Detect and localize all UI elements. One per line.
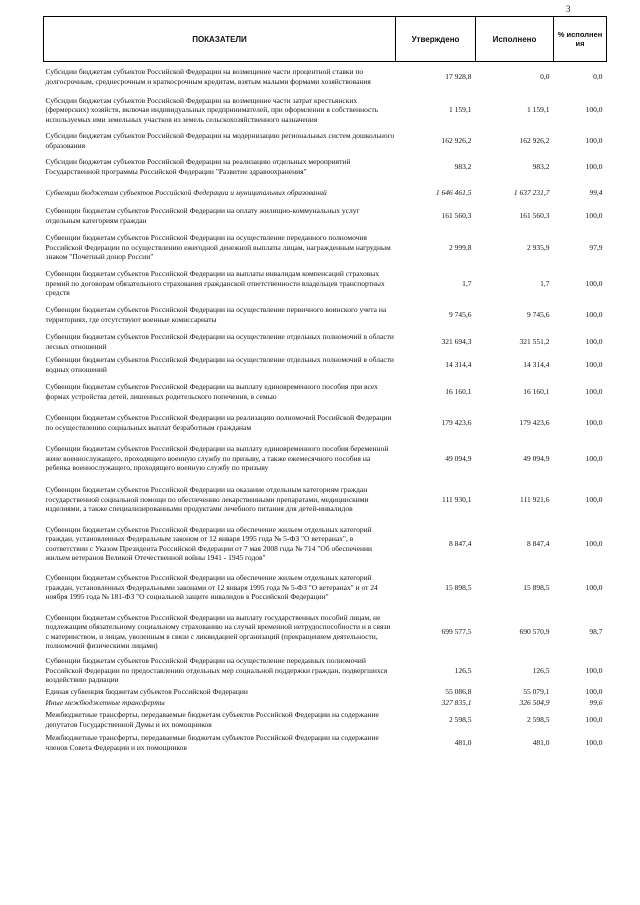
- row-label: Субвенции бюджетам субъектов Российской Федерации на осуществление отдельных полномочий в области водных отношений: [45, 355, 394, 374]
- row-executed: 481,0: [532, 737, 550, 747]
- row-label: Субвенции бюджетам субъектов Российской Федерации на обеспечение жильем отдельных категорий граждан, установленных Федеральными законами от 12 января 1995 года № 5-ФЗ "О ветеранах" и от 24 ноября 1995 года № 181-ФЗ "О социальной защите инвалидов в Российской Федерации": [45, 573, 378, 602]
- table-row: [44, 608, 607, 655]
- row-approved: 111 930,1: [442, 494, 472, 504]
- row-label: Субсидии бюджетам субъектов Российской Федерации на реализацию отдельных мероприятий Государственной программы Российской Федерации "Развитие здравоохранения": [45, 157, 351, 176]
- row-percent: 100,0: [585, 161, 603, 171]
- row-approved: 15 898,5: [445, 582, 472, 592]
- row-label: Субвенции бюджетам субъектов Российской Федерации на обеспечение жильем отдельных категорий граждан, установленных Федеральным законом от 12 января 1995 года № 5-ФЗ "О ветеранах", в соответствии с Указом Президента Российской Федерации от 7 мая 2008 года № 714 "Об обеспечении жильем ветеранов Великой Отечественной войны 1941 - 1945 годов": [45, 524, 373, 562]
- row-executed: 14 314,4: [523, 359, 550, 369]
- row-label: Субвенции бюджетам субъектов Российской Федерации на выплату единовременного пособия беременной жене военнослужащего, проходящего военную службу по призыву, а также ежемесячного пособия на ребенка военнослужащего, проходящего военную службу по призыву: [45, 444, 389, 473]
- budget-table: [43, 16, 607, 754]
- row-percent: 100,0: [585, 336, 603, 346]
- table-row: [44, 152, 607, 181]
- table-row: [44, 697, 607, 708]
- row-executed: 8 847,4: [527, 538, 550, 548]
- table-row: [44, 376, 607, 407]
- row-approved: 327 835,1: [441, 697, 472, 707]
- table-row: [44, 655, 607, 686]
- row-label: Субвенции бюджетам субъектов Российской Федерации на осуществление переданного полномочия Российской Федерации по осуществлению ежегодной денежной выплаты лицам, награжденным нагрудным знаком "Почетный донор России": [45, 233, 391, 262]
- row-percent: 98,7: [589, 626, 603, 636]
- row-label: Субвенции бюджетам субъектов Российской Федерации на осуществление отдельных полномочий в области лесных отношений: [45, 332, 394, 351]
- header-approved: Утверждено: [396, 17, 476, 62]
- table-row: [44, 129, 607, 152]
- row-executed: 690 570,9: [519, 626, 550, 636]
- row-percent: 100,0: [585, 494, 603, 504]
- table-row: [44, 91, 607, 129]
- row-approved: 481,0: [454, 737, 472, 747]
- row-executed: 1,7: [540, 278, 550, 288]
- row-percent: 99,6: [589, 697, 603, 707]
- table-row: [44, 204, 607, 227]
- table-row: [44, 62, 607, 92]
- row-approved: 14 314,4: [445, 359, 472, 369]
- row-approved: 321 694,3: [441, 336, 472, 346]
- table-row: [44, 268, 607, 299]
- row-approved: 17 928,8: [445, 71, 472, 81]
- row-label: Субвенции бюджетам субъектов Российской Федерации на осуществление переданных полномочий Российской Федерации по предоставлению отдельных мер социальной поддержки граждан, подвергшихся воздействию радиации: [45, 656, 388, 685]
- row-percent: 99,4: [589, 187, 603, 197]
- row-approved: 983,2: [454, 161, 472, 171]
- row-approved: 49 094,9: [445, 453, 472, 463]
- table-row: [44, 438, 607, 479]
- row-executed: 179 423,6: [519, 417, 550, 427]
- row-percent: 100,0: [585, 714, 603, 724]
- row-approved: 55 086,8: [445, 686, 472, 696]
- row-executed: 2 935,9: [527, 242, 550, 252]
- row-label: Субвенции бюджетам субъектов Российской Федерации и муниципальных образований: [45, 187, 327, 197]
- row-executed: 162 926,2: [519, 135, 550, 145]
- row-percent: 100,0: [585, 737, 603, 747]
- row-percent: 100,0: [585, 665, 603, 675]
- row-percent: 100,0: [585, 278, 603, 288]
- table-row: [44, 227, 607, 268]
- row-label: Субвенции бюджетам субъектов Российской Федерации на выплату государственных пособий лицам, не подлежащим обязательному социальному страхованию на случай временной нетрудоспособности и в связи с материнством, и лицам, уволенным в связи с ликвидацией организаций (прекращением деятельности, полномочий физическими лицами): [45, 612, 391, 650]
- row-executed: 1 637 231,7: [513, 187, 550, 197]
- row-label: Субвенции бюджетам субъектов Российской Федерации на выплату единовременного пособия при всех формах устройства детей, лишенных родительского попечения, в семью: [45, 382, 378, 401]
- row-label: Субсидии бюджетам субъектов Российской Федерации на возмещение части затрат крестьянских (фермерских) хозяйств, включая индивидуальных предпринимателей, при оформлении в собственность используемых ими земельных участков из земель сельскохозяйственного назначения: [45, 95, 379, 124]
- header-indicator: ПОКАЗАТЕЛИ: [44, 17, 396, 62]
- table-row: [44, 686, 607, 697]
- table-row: [44, 407, 607, 438]
- table-row: [44, 567, 607, 608]
- row-percent: 100,0: [585, 453, 603, 463]
- row-label: Субсидии бюджетам субъектов Российской Федерации на возмещение части процентной ставки по долгосрочным, среднесрочным и краткосрочным кредитам, взятым малыми формами хозяйствования: [45, 67, 371, 86]
- table-row: [44, 330, 607, 353]
- row-percent: 100,0: [585, 386, 603, 396]
- row-label: Межбюджетные трансферты, передаваемые бюджетам субъектов Российской Федерации на содержание депутатов Государственной Думы и их помощников: [45, 710, 379, 729]
- row-executed: 55 079,1: [523, 686, 550, 696]
- row-label: Субвенции бюджетам субъектов Российской Федерации на оказание отдельным категориям граждан государственной социальной помощи по обеспечению лекарственными препаратами, медицинскими изделиями, а также специализированными продуктами лечебного питания для детей-инвалидов: [45, 485, 369, 514]
- row-percent: 100,0: [585, 135, 603, 145]
- row-percent: 100,0: [585, 210, 603, 220]
- row-executed: 16 160,1: [523, 386, 550, 396]
- row-percent: 100,0: [585, 582, 603, 592]
- row-label: Межбюджетные трансферты, передаваемые бюджетам субъектов Российской Федерации на содержание членов Совета Федерации и их помощников: [45, 733, 379, 752]
- row-executed: 983,2: [532, 161, 550, 171]
- table-row: [44, 353, 607, 376]
- row-label: Субсидии бюджетам субъектов Российской Федерации на модернизацию региональных систем дошкольного образования: [45, 131, 395, 150]
- row-label: Субвенции бюджетам субъектов Российской Федерации на реализацию полномочий Российской Федерации по осуществлению социальных выплат безработным гражданам: [45, 413, 392, 432]
- table-row: [44, 181, 607, 204]
- row-approved: 161 560,3: [441, 210, 472, 220]
- row-percent: 0,0: [593, 71, 603, 81]
- header-percent: % исполнен ия: [554, 17, 607, 62]
- row-approved: 1 159,1: [449, 105, 472, 115]
- row-executed: 321 551,2: [519, 336, 550, 346]
- row-executed: 161 560,3: [519, 210, 550, 220]
- table-row: [44, 479, 607, 520]
- row-approved: 1,7: [462, 278, 472, 288]
- row-executed: 111 921,6: [520, 494, 550, 504]
- row-label: Субвенции бюджетам субъектов Российской Федерации на оплату жилищно-коммунальных услуг отдельным категориям граждан: [45, 206, 360, 225]
- row-label: Субвенции бюджетам субъектов Российской Федерации на осуществление первичного воинского учета на территориях, где отсутствуют военные комиссариаты: [45, 305, 387, 324]
- row-approved: 9 745,6: [449, 309, 472, 319]
- row-approved: 2 999,8: [449, 242, 472, 252]
- row-executed: 49 094,9: [523, 453, 550, 463]
- row-executed: 9 745,6: [527, 309, 550, 319]
- row-executed: 1 159,1: [527, 105, 550, 115]
- row-percent: 100,0: [585, 105, 603, 115]
- row-label: Единая субвенция бюджетам субъектов Российской Федерации: [45, 686, 248, 696]
- table-row: [44, 520, 607, 567]
- row-label: Субвенции бюджетам субъектов Российской Федерации на выплаты инвалидам компенсаций страховых премий по договорам обязательного страхования гражданской ответственности владельцев транспортных средств: [45, 269, 385, 298]
- table-row: [44, 708, 607, 731]
- table-row: [44, 299, 607, 330]
- table-header-row: [44, 17, 607, 62]
- row-approved: 16 160,1: [445, 386, 472, 396]
- row-approved: 699 577,5: [441, 626, 472, 636]
- row-approved: 2 598,5: [449, 714, 472, 724]
- row-label: Иные межбюджетные трансферты: [45, 697, 165, 707]
- row-percent: 97,9: [589, 242, 603, 252]
- row-executed: 2 598,5: [527, 714, 550, 724]
- row-percent: 100,0: [585, 309, 603, 319]
- row-approved: 8 847,4: [449, 538, 472, 548]
- row-approved: 126,5: [454, 665, 472, 675]
- row-executed: 0,0: [540, 71, 550, 81]
- row-percent: 100,0: [585, 686, 603, 696]
- header-executed: Исполнено: [476, 17, 554, 62]
- page-number: 3: [566, 4, 571, 14]
- row-percent: 100,0: [585, 538, 603, 548]
- row-percent: 100,0: [585, 359, 603, 369]
- table-row: [44, 731, 607, 754]
- row-approved: 1 646 461,5: [435, 187, 472, 197]
- row-approved: 162 926,2: [441, 135, 472, 145]
- row-percent: 100,0: [585, 417, 603, 427]
- row-executed: 126,5: [532, 665, 550, 675]
- row-approved: 179 423,6: [441, 417, 472, 427]
- row-executed: 326 504,9: [519, 697, 550, 707]
- row-executed: 15 898,5: [523, 582, 550, 592]
